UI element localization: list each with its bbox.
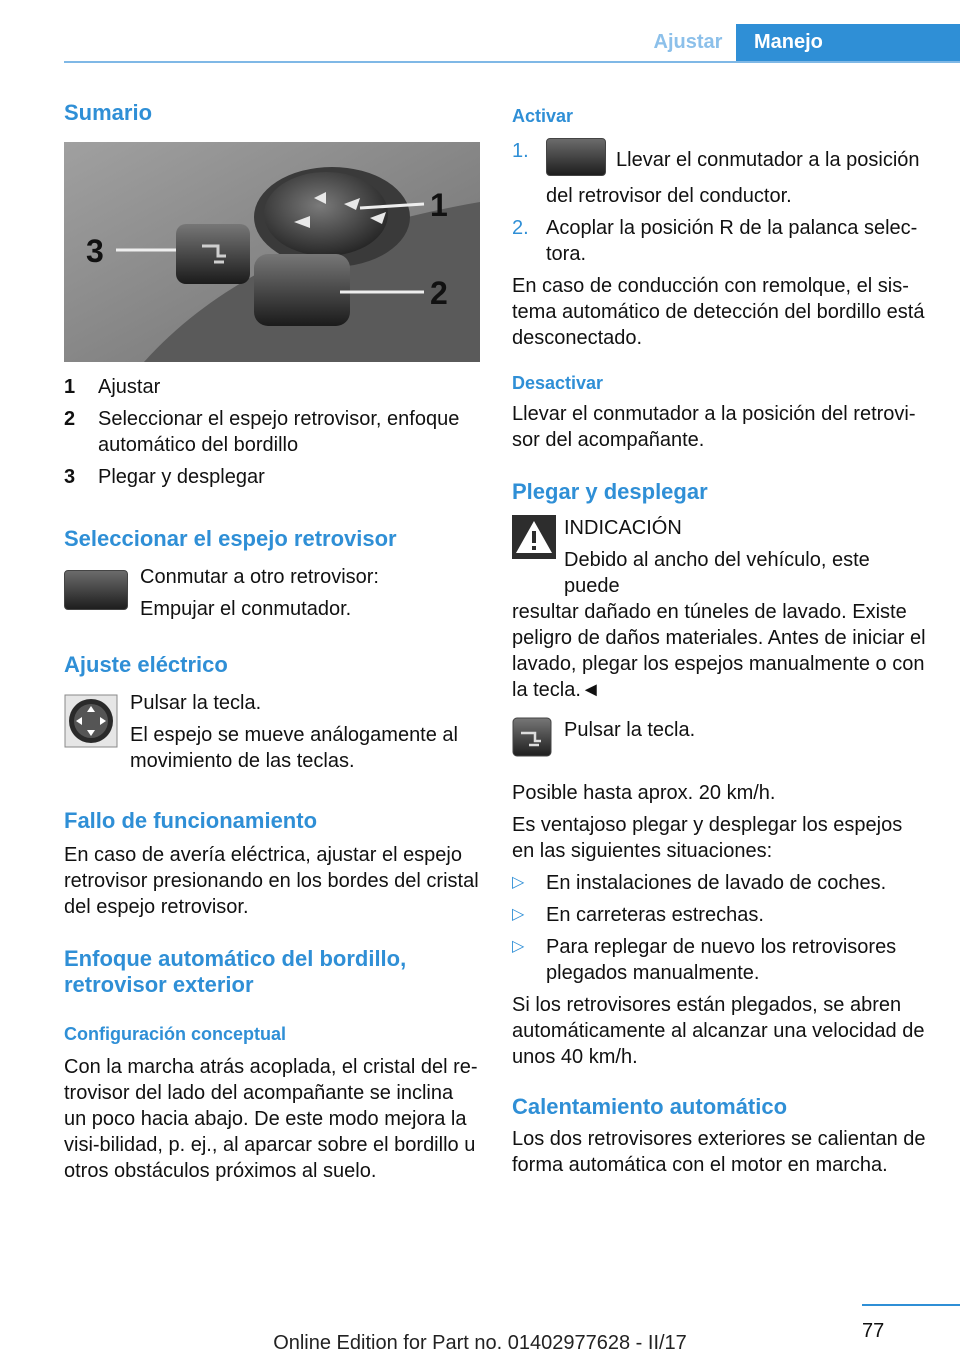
legend-item xyxy=(64,374,480,400)
right-column xyxy=(512,100,928,1178)
pulsar-block xyxy=(512,717,928,764)
step-text: Acoplar la posición R de la palanca selec-tora. xyxy=(546,217,918,265)
tab-manejo[interactable]: Manejo xyxy=(736,24,960,61)
fallo-text: En caso de avería eléctrica, ajustar el espejo retrovisor presionando en los bordes del cristal del espejo retrovisor. xyxy=(64,844,479,918)
bullet-text: En carreteras estrechas. xyxy=(546,904,764,926)
list-item xyxy=(512,902,928,928)
warning-icon xyxy=(512,515,556,559)
left-column xyxy=(64,100,480,1184)
indicacion-label: INDICACIÓN xyxy=(564,517,682,539)
list-item xyxy=(512,934,928,986)
page-number: 77 xyxy=(862,1320,885,1342)
mirror-switch-illustration xyxy=(64,142,480,362)
seleccionar-block xyxy=(64,564,480,622)
remolque-text: En caso de conducción con remolque, el sis-tema automático de detección del bordillo está desconectado. xyxy=(512,275,925,349)
list-item xyxy=(512,138,928,209)
legend-text: Plegar y desplegar xyxy=(98,466,265,488)
calentamiento-text: Los dos retrovisores exteriores se calientan de forma automática con el motor en marcha. xyxy=(512,1128,926,1176)
subsection-title-desactivar: Desactivar xyxy=(512,373,604,393)
posible-text: Posible hasta aprox. 20 km/h. xyxy=(512,782,776,804)
legend-item xyxy=(64,406,480,458)
section-title-enfoque: Enfoque automático del bordillo, retrovisor exterior xyxy=(64,946,407,997)
section-title-seleccionar: Seleccionar el espejo retrovisor xyxy=(64,526,397,551)
seleccionar-line-2: Empujar el conmutador. xyxy=(140,598,352,620)
legend-number: 2 xyxy=(64,408,76,430)
section-title-ajuste: Ajuste eléctrico xyxy=(64,652,228,677)
step-number: 1. xyxy=(512,140,529,162)
indicacion-text-1: Debido al ancho del vehículo, este puede xyxy=(564,549,870,597)
legend-number: 3 xyxy=(64,466,76,488)
ajuste-block xyxy=(64,690,480,774)
section-title-plegar: Plegar y desplegar xyxy=(512,479,708,504)
seleccionar-line-1: Conmutar a otro retrovisor: xyxy=(140,566,379,588)
legend-item xyxy=(64,464,480,490)
fold-mirror-button-icon xyxy=(512,717,552,757)
subsection-title-activar: Activar xyxy=(512,106,574,126)
step-text: Llevar el conmutador a la posición del retrovisor del conductor. xyxy=(546,148,920,207)
bullet-triangle-icon: ▷ xyxy=(512,906,525,923)
subsection-title-config: Configuración conceptual xyxy=(64,1024,287,1044)
step-number: 2. xyxy=(512,217,529,239)
indicacion-text-2: resultar dañado en túneles de lavado. Existe peligro de daños materiales. Antes de iniciar el lavado, plegar los espejos manualmente o con la tecla.◄ xyxy=(512,601,926,701)
footer-rule xyxy=(862,1304,960,1306)
bullet-text: Para replegar de nuevo los retrovisores plegados manualmente. xyxy=(546,936,897,984)
tab-ajustar[interactable]: Ajustar xyxy=(653,31,723,53)
legend-text: Ajustar xyxy=(98,376,161,398)
rocker-switch-icon xyxy=(64,570,128,610)
photo-label-2: 2 xyxy=(430,275,448,311)
config-text: Con la marcha atrás acoplada, el cristal del re-trovisor del lado del acompañante se inclina un poco hacia abajo. De este modo mejora la visi-bilidad, p. ej., al aparcar sobre el bordillo u otros obstáculos próximos al suelo. xyxy=(64,1056,478,1182)
situaciones-list xyxy=(512,870,928,986)
bullet-triangle-icon: ▷ xyxy=(512,874,525,891)
legend-number: 1 xyxy=(64,376,76,398)
ajuste-line-2: El espejo se mueve análogamente al movimiento de las teclas. xyxy=(130,724,458,772)
photo-label-3: 3 xyxy=(86,233,104,269)
list-item xyxy=(512,870,928,896)
photo-legend xyxy=(64,374,480,490)
edition-footer: Online Edition for Part no. 01402977628 - II/17 xyxy=(273,1332,687,1354)
section-title-sumario: Sumario xyxy=(64,100,153,125)
abren-text: Si los retrovisores están plegados, se abren automáticamente al alcanzar una velocidad de unos 40 km/h. xyxy=(512,994,925,1068)
direction-pad-icon xyxy=(64,694,118,748)
header-rule xyxy=(64,61,960,63)
section-title-calentamiento: Calentamiento automático xyxy=(512,1094,788,1119)
legend-text: Seleccionar el espejo retrovisor, enfoque automático del bordillo xyxy=(98,408,460,456)
indicacion-block xyxy=(512,515,928,599)
bullet-text: En instalaciones de lavado de coches. xyxy=(546,872,887,894)
ajuste-line-1: Pulsar la tecla. xyxy=(130,692,262,714)
section-title-fallo: Fallo de funcionamiento xyxy=(64,808,318,833)
pulsar-text: Pulsar la tecla. xyxy=(564,719,696,741)
ventajoso-text: Es ventajoso plegar y desplegar los espejos en las siguientes situaciones: xyxy=(512,814,903,862)
mirror-switch-photo xyxy=(64,142,480,362)
desactivar-text: Llevar el conmutador a la posición del retrovi-sor del acompañante. xyxy=(512,403,916,451)
activar-steps xyxy=(512,138,928,267)
photo-label-1: 1 xyxy=(430,187,448,223)
rocker-switch-icon xyxy=(546,138,606,176)
list-item xyxy=(512,215,928,267)
bullet-triangle-icon: ▷ xyxy=(512,938,525,955)
